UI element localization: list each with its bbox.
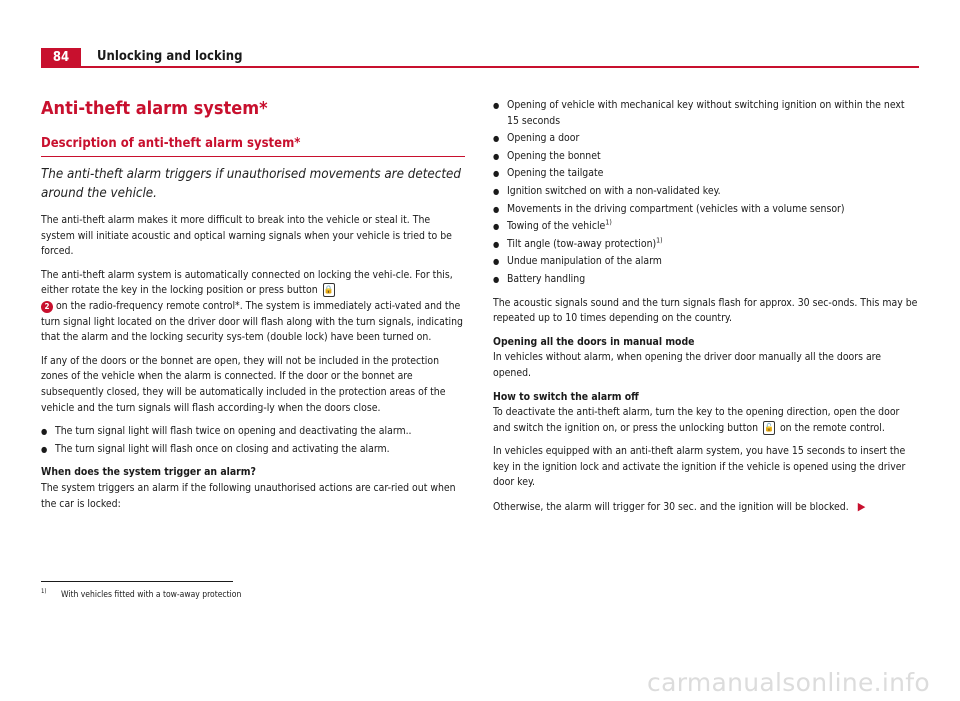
list-item: ● Ignition switched on with a non-validated key. — [493, 184, 919, 200]
paragraph-text: The anti-theft alarm system is automatically connected on locking the vehi-cle. For this, either rotate the key in the locking position or press button — [41, 268, 453, 297]
footnote-divider — [41, 581, 233, 582]
list-item: ● The turn signal light will flash twice on opening and deactivating the alarm.. — [41, 424, 465, 440]
footnote-ref: 1) — [656, 236, 663, 245]
list-item: ● Undue manipulation of the alarm — [493, 254, 919, 270]
footnote-ref: 1) — [605, 218, 612, 227]
paragraph: The system triggers an alarm if the following unauthorised actions are car-ried out when the car is locked: — [41, 481, 456, 510]
list-item: ● Movements in the driving compartment (vehicles with a volume sensor) — [493, 202, 919, 218]
list-item-text: Towing of the vehicle — [507, 220, 606, 233]
subheading: When does the system trigger an alarm? — [41, 466, 256, 479]
paragraph-text: on the radio-frequency remote control*. The system is immediately acti-vated and the turn signal light located on the driver door will flash along with the turn signals, indicating that the alarm and the locking security sys-tem (double lock) have been turned on. — [41, 299, 463, 344]
paragraph-text: Otherwise, the alarm will trigger for 30 sec. and the ignition will be blocked. — [493, 501, 849, 514]
watermark: carmanualsonline.info — [647, 668, 930, 697]
list-item: ● Opening a door — [493, 131, 919, 147]
list-item — [493, 219, 919, 235]
footnote-mark: 1) — [41, 588, 47, 596]
list-item: ● Opening of vehicle with mechanical key without switching ignition on within the next 15 seconds — [493, 98, 919, 129]
paragraph — [41, 268, 465, 346]
paragraph — [493, 405, 919, 436]
list-item: ● Battery handling — [493, 272, 919, 288]
right-column — [493, 98, 919, 524]
subsection-title: Description of anti-theft alarm system* — [41, 136, 465, 157]
callout-number: 2 — [41, 301, 53, 313]
continue-arrow-icon: ▶ — [857, 500, 866, 514]
left-column — [41, 98, 465, 520]
bullet-list — [41, 424, 465, 457]
unlock-button-icon: 🔓 — [763, 421, 775, 435]
running-header-title: Unlocking and locking — [97, 49, 243, 64]
list-item: ● Opening the bonnet — [493, 149, 919, 165]
paragraph — [493, 499, 919, 516]
paragraph: In vehicles equipped with an anti-theft alarm system, you have 15 seconds to insert the key in the ignition lock and activate the ignition if the vehicle is opened using the driver door key. — [493, 445, 906, 489]
subheading: Opening all the doors in manual mode — [493, 335, 695, 348]
paragraph: If any of the doors or the bonnet are open, they will not be included in the protection zones of the vehicle when the alarm is connected. If the door or the bonnet are subsequently closed, they will be automatically included in the protection areas of the vehicle and the turn signals will flash according-ly when the doors close. — [41, 354, 446, 414]
lock-button-icon: 🔒 — [323, 283, 335, 297]
paragraph: In vehicles without alarm, when opening the driver door manually all the doors are opened. — [493, 351, 882, 379]
list-item: ● The turn signal light will flash once on closing and activating the alarm. — [41, 442, 465, 458]
subheading: How to switch the alarm off — [493, 390, 639, 403]
section-title: Anti-theft alarm system* — [41, 98, 268, 119]
header-divider — [41, 66, 919, 68]
list-item-text: Tilt angle (tow-away protection) — [507, 237, 657, 250]
footnote — [41, 590, 241, 600]
lead-paragraph: The anti-theft alarm triggers if unauthorised movements are detected around the vehicle. — [41, 167, 461, 201]
list-item: ● Opening the tailgate — [493, 166, 919, 182]
bullet-list — [493, 98, 919, 288]
footnote-text: With vehicles fitted with a tow-away protection — [60, 590, 242, 600]
paragraph: The anti-theft alarm makes it more difficult to break into the vehicle or steal it. The system will initiate acoustic and optical warning signals when your vehicle is tried to be forced. — [41, 214, 452, 258]
list-item — [493, 237, 919, 253]
paragraph-text: To deactivate the anti-theft alarm, turn the key to the opening direction, open the door and switch the ignition on, or press the unlocking button — [493, 406, 900, 434]
paragraph: The acoustic signals sound and the turn signals flash for approx. 30 sec-onds. This may be repeated up to 10 times depending on the country. — [493, 296, 918, 325]
page-number: 84 — [41, 48, 81, 68]
paragraph-text: on the remote control. — [779, 421, 885, 434]
